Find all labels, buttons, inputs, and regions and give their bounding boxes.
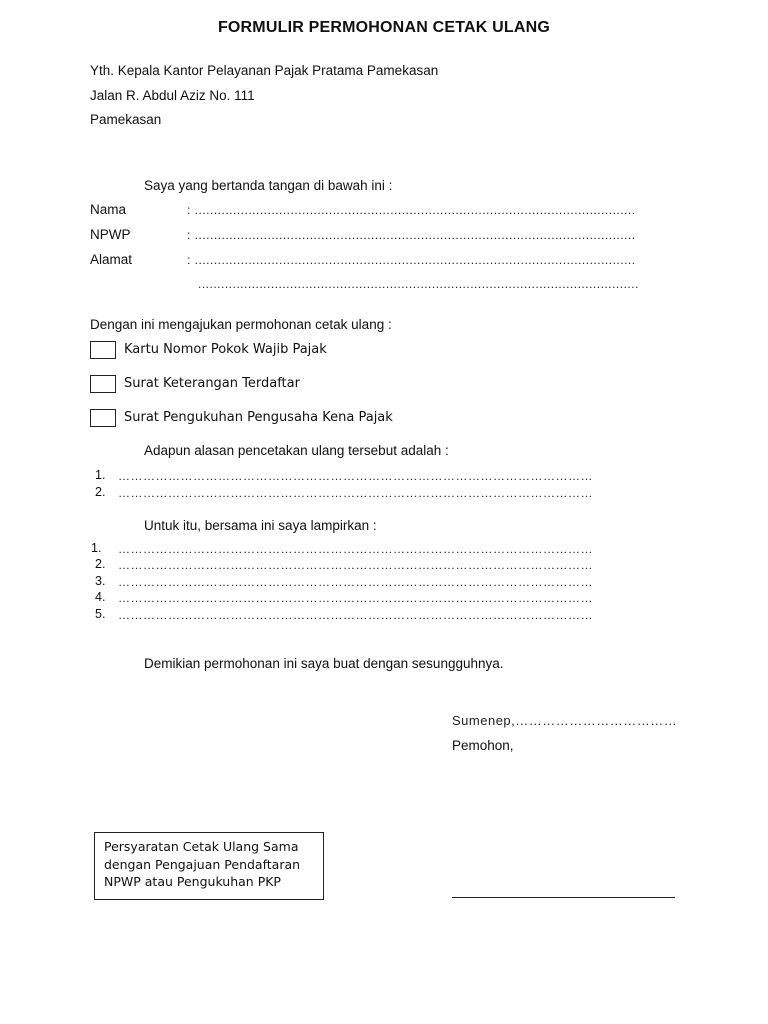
attachment-line[interactable]: …………………………………………………………………………………………………… [118, 608, 593, 622]
field-label-alamat: Alamat [90, 252, 133, 267]
reason-number: 1. [95, 468, 106, 482]
field-value-nama[interactable]: : ................................................................................................................... [187, 203, 636, 217]
note-line: Persyaratan Cetak Ulang Sama [104, 839, 299, 854]
option-label-kartu-npwp: Kartu Nomor Pokok Wajib Pajak [124, 342, 327, 357]
request-intro: Dengan ini mengajukan permohonan cetak ulang : [90, 317, 392, 332]
checkbox-sppkp[interactable] [90, 409, 116, 427]
field-value-alamat[interactable]: : ................................................................................................................... [187, 253, 636, 267]
note-line: NPWP atau Pengukuhan PKP [104, 874, 281, 889]
attachment-number: 1. [91, 541, 102, 555]
applicant-label: Pemohon, [452, 738, 514, 753]
note-line: dengan Pengajuan Pendaftaran [104, 856, 301, 872]
reason-line[interactable]: …………………………………………………………………………………………………… [118, 469, 593, 483]
option-label-skt: Surat Keterangan Terdaftar [124, 376, 300, 391]
attachment-number: 3. [95, 574, 106, 588]
attachment-line[interactable]: …………………………………………………………………………………………………… [118, 591, 593, 605]
address-street: Jalan R. Abdul Aziz No. 111 [90, 88, 255, 103]
address-city: Pamekasan [90, 112, 162, 127]
attachment-number: 4. [95, 590, 106, 604]
recipient-line: Yth. Kepala Kantor Pelayanan Pajak Pratama Pamekasan [90, 63, 439, 78]
reason-line[interactable]: …………………………………………………………………………………………………… [118, 486, 593, 500]
place-date-field[interactable]: Sumenep,……………………………… [452, 713, 677, 728]
signature-line[interactable] [452, 897, 675, 898]
intro-text: Saya yang bertanda tangan di bawah ini : [144, 178, 393, 193]
requirements-note-box [94, 832, 324, 900]
field-label-npwp: NPWP [90, 227, 131, 242]
attachment-line[interactable]: …………………………………………………………………………………………………… [118, 558, 593, 572]
field-value-alamat-line2[interactable]: ................................................................................................................... [198, 277, 639, 291]
reason-intro: Adapun alasan pencetakan ulang tersebut adalah : [144, 443, 449, 458]
checkbox-skt[interactable] [90, 375, 116, 393]
attach-intro: Untuk itu, bersama ini saya lampirkan : [144, 518, 377, 533]
attachment-number: 2. [95, 557, 106, 571]
attachment-line[interactable]: …………………………………………………………………………………………………… [118, 542, 593, 556]
form-title: FORMULIR PERMOHONAN CETAK ULANG [217, 19, 551, 36]
option-label-sppkp: Surat Pengukuhan Pengusaha Kena Pajak [124, 410, 393, 425]
attachment-line[interactable]: …………………………………………………………………………………………………… [118, 575, 593, 589]
checkbox-kartu-npwp[interactable] [90, 341, 116, 359]
attachment-number: 5. [95, 607, 106, 621]
field-value-npwp[interactable]: : ................................................................................................................... [187, 228, 636, 242]
reason-number: 2. [95, 485, 106, 499]
closing-statement: Demikian permohonan ini saya buat dengan sesungguhnya. [144, 656, 504, 671]
field-label-nama: Nama [90, 202, 127, 217]
